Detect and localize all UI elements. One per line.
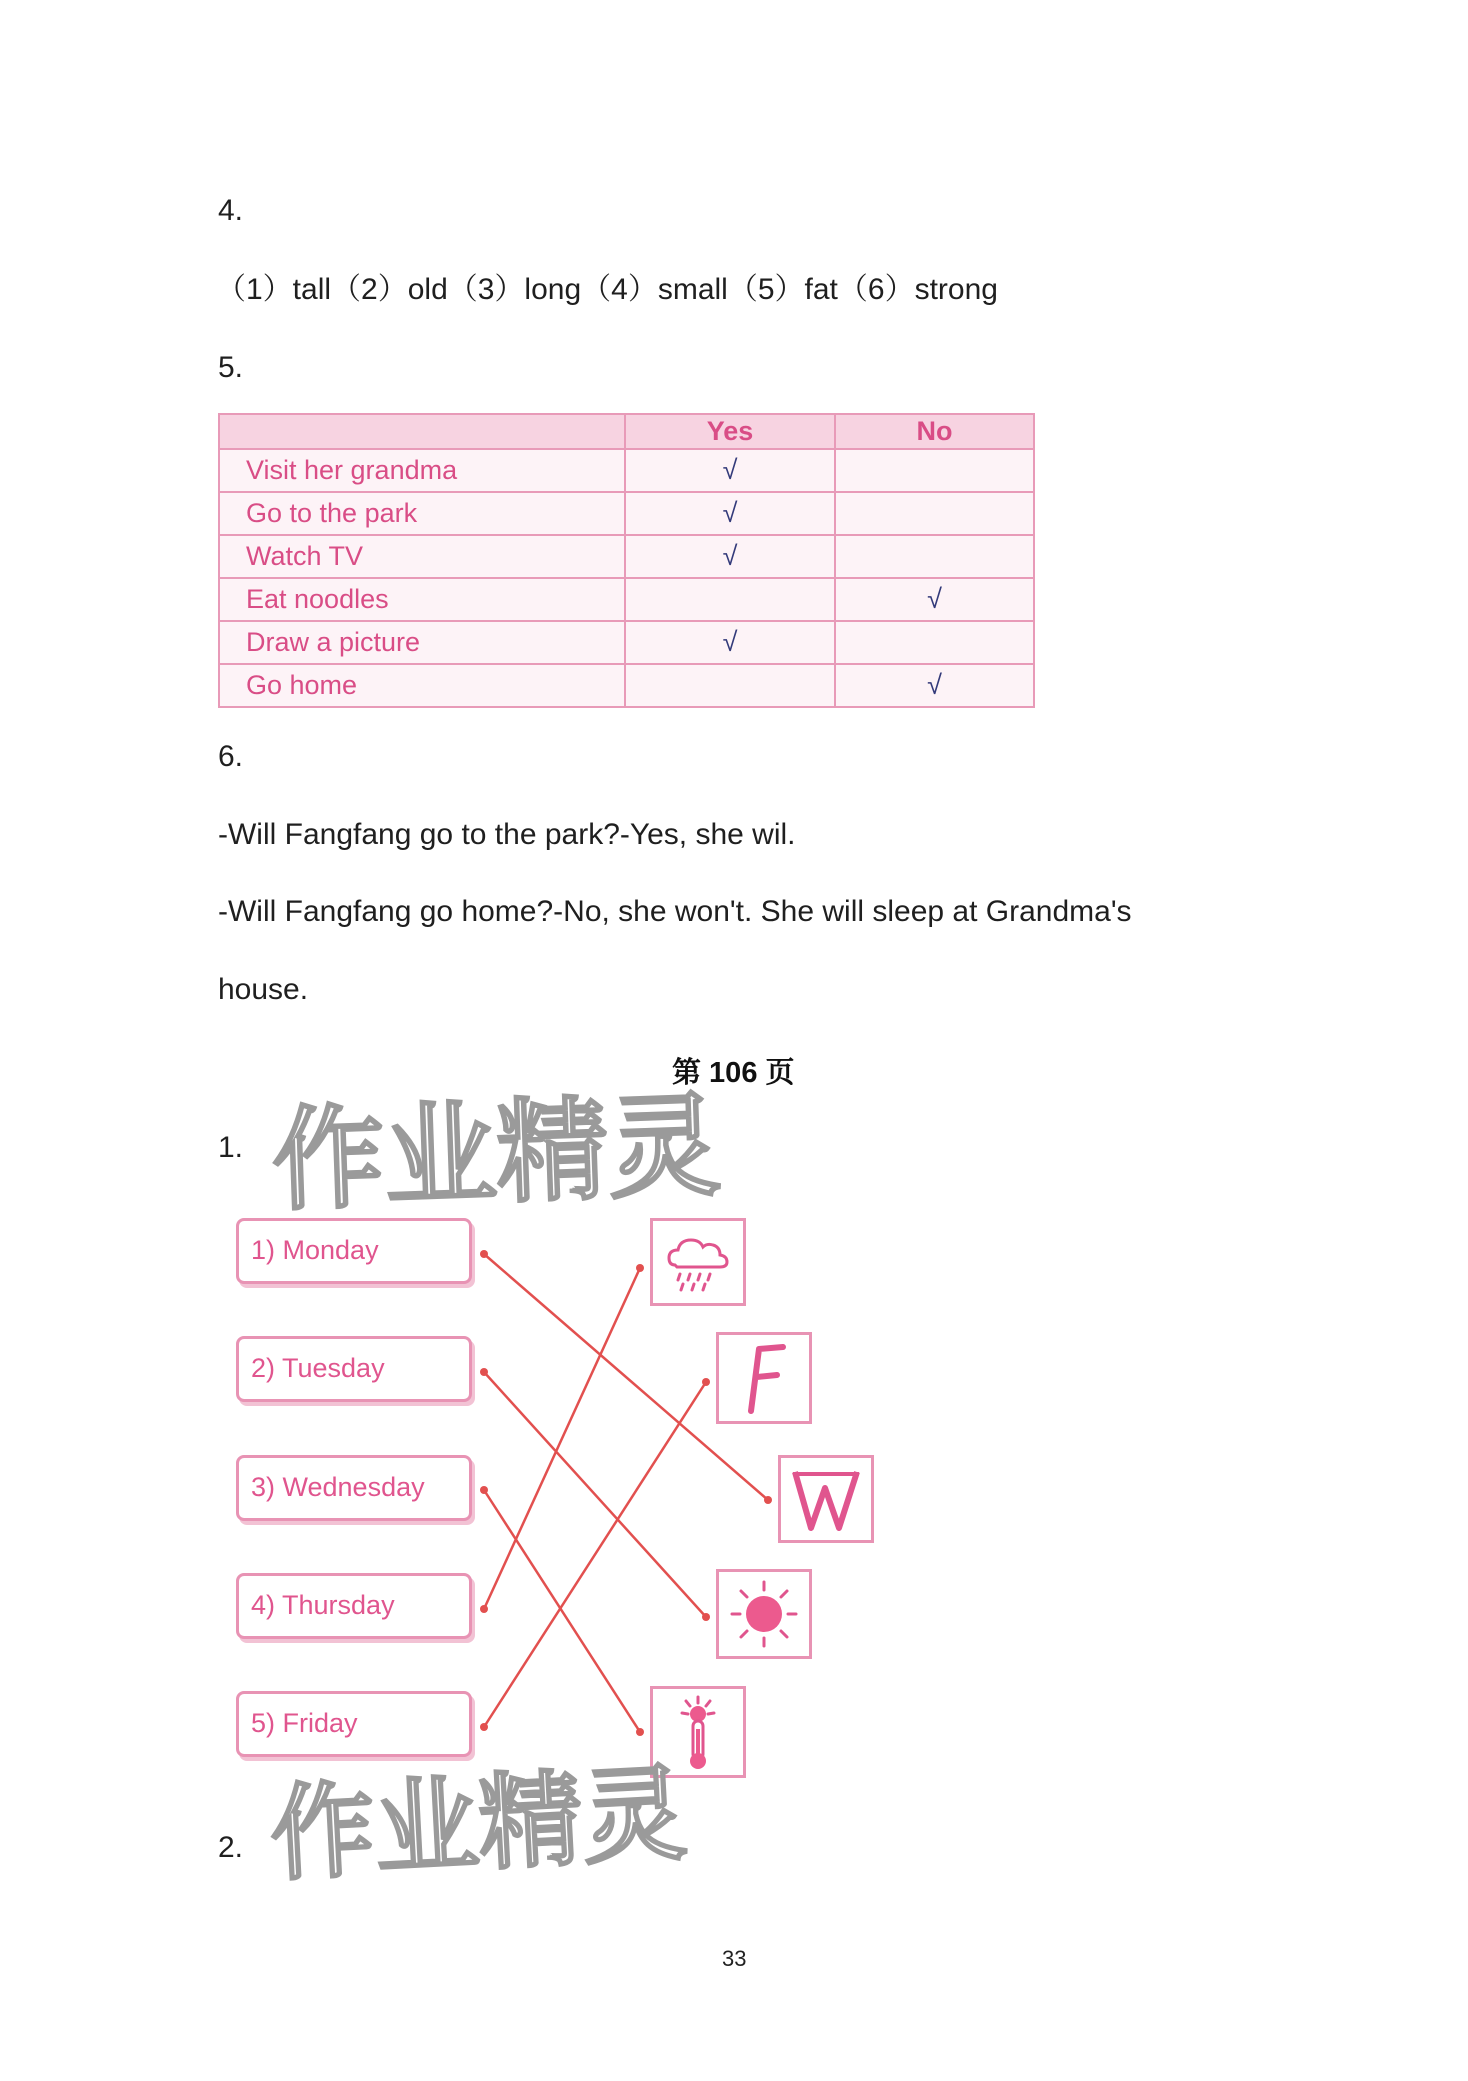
table-cell-yes: √ bbox=[625, 492, 835, 535]
table-cell-yes: √ bbox=[625, 621, 835, 664]
thermometer-icon bbox=[653, 1689, 743, 1775]
watermark-top: 作业精灵 bbox=[270, 1081, 723, 1227]
match-line-tuesday-sun bbox=[484, 1372, 706, 1617]
q1-number: 1. bbox=[218, 1131, 244, 1164]
table-header-yes: Yes bbox=[625, 414, 835, 449]
q2-number: 2. bbox=[218, 1831, 244, 1864]
section-heading: 第 106 页 bbox=[672, 1057, 795, 1089]
watermark-bottom: 作业精灵 bbox=[267, 1752, 690, 1896]
day-box-friday bbox=[236, 1691, 472, 1757]
table-cell-no: √ bbox=[835, 578, 1034, 621]
rain-cloud-icon bbox=[653, 1221, 743, 1303]
table-cell-activity: Visit her grandma bbox=[219, 449, 625, 492]
letter-f-icon bbox=[719, 1335, 809, 1421]
q4-number: 4. bbox=[218, 194, 244, 227]
letter-w-icon bbox=[781, 1458, 871, 1540]
day-box-wednesday bbox=[236, 1455, 472, 1521]
letter-f-icon-box bbox=[716, 1332, 812, 1424]
day-box-monday bbox=[236, 1218, 472, 1284]
q5-number: 5. bbox=[218, 351, 244, 384]
table-cell-no: √ bbox=[835, 664, 1034, 707]
table-cell-activity: Go home bbox=[219, 664, 625, 707]
sun-icon-box bbox=[716, 1569, 812, 1659]
q6-number: 6. bbox=[218, 740, 244, 773]
match-line-friday-f bbox=[484, 1382, 706, 1727]
day-label: 5) Friday bbox=[251, 1708, 358, 1738]
thermometer-icon-box bbox=[650, 1686, 746, 1778]
table-cell-activity: Eat noodles bbox=[219, 578, 625, 621]
q6-line-2: -Will Fangfang go home?-No, she won't. She will sleep at Grandma's bbox=[218, 895, 1132, 928]
table-cell-yes: √ bbox=[625, 449, 835, 492]
table-cell-yes: √ bbox=[625, 535, 835, 578]
day-label: 1) Monday bbox=[251, 1235, 379, 1265]
letter-w-icon-box bbox=[778, 1455, 874, 1543]
q6-line-3: house. bbox=[218, 973, 309, 1006]
table-cell-activity: Draw a picture bbox=[219, 621, 625, 664]
day-box-tuesday bbox=[236, 1336, 472, 1402]
q4-answers: （1）tall（2）old（3）long（4）small（5）fat（6）strong bbox=[216, 273, 998, 306]
table-cell-activity: Watch TV bbox=[219, 535, 625, 578]
sun-icon bbox=[719, 1572, 809, 1656]
match-line-thursday-rain bbox=[484, 1268, 640, 1609]
match-line-wednesday-hot bbox=[484, 1490, 640, 1732]
page-number: 33 bbox=[722, 1946, 747, 1971]
table-header-no: No bbox=[835, 414, 1034, 449]
q6-line-1: -Will Fangfang go to the park?-Yes, she wil. bbox=[218, 818, 796, 851]
rain-cloud-icon-box bbox=[650, 1218, 746, 1306]
day-label: 2) Tuesday bbox=[251, 1353, 385, 1383]
day-box-thursday bbox=[236, 1573, 472, 1639]
day-label: 3) Wednesday bbox=[251, 1472, 425, 1502]
day-label: 4) Thursday bbox=[251, 1590, 395, 1620]
table-cell-activity: Go to the park bbox=[219, 492, 625, 535]
